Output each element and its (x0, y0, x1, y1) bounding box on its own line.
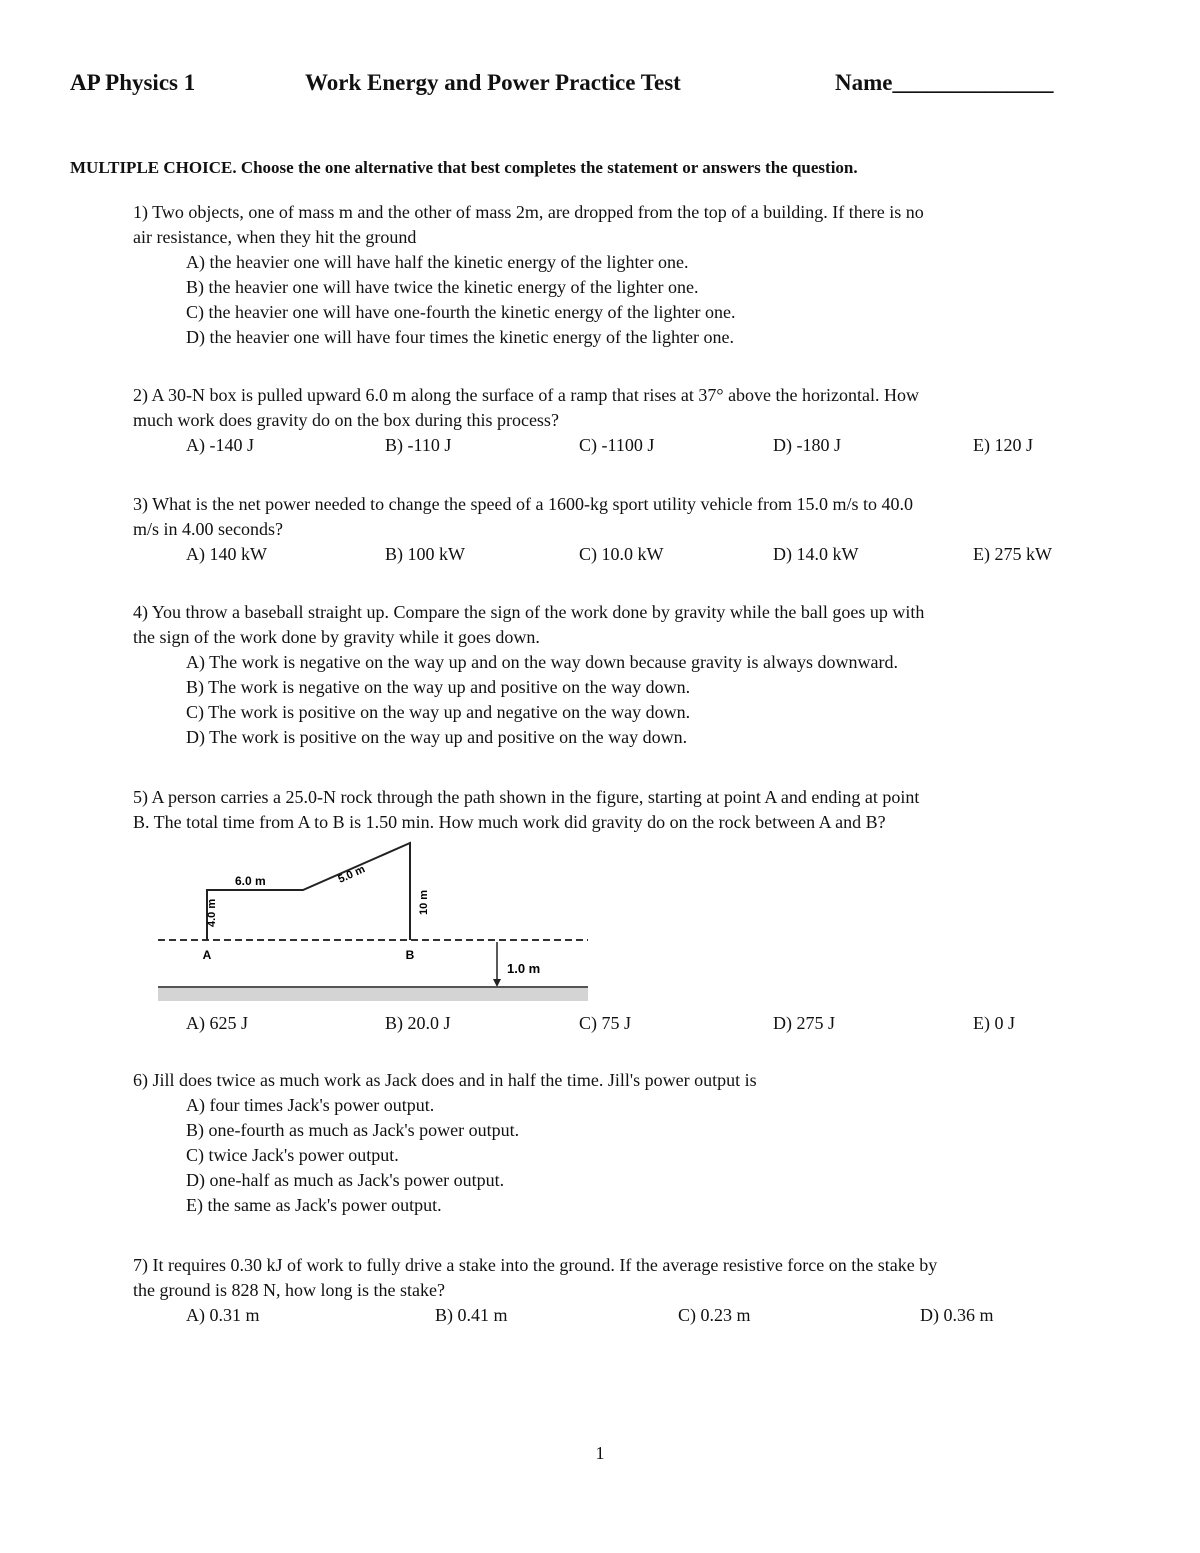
question-stem (133, 785, 1118, 835)
answer-option[interactable]: B) 0.41 m (435, 1305, 508, 1325)
answer-option[interactable]: A) 140 kW (186, 544, 267, 564)
carry-path (207, 843, 410, 940)
answer-option[interactable]: B) the heavier one will have twice the kinetic energy of the lighter one. (186, 277, 699, 297)
label-5m: 5.0 m (336, 863, 367, 886)
answer-option[interactable]: E) 120 J (973, 435, 1033, 455)
answer-options (133, 1093, 1118, 1218)
question-2 (133, 383, 1118, 458)
answer-option[interactable]: E) 0 J (973, 1013, 1015, 1033)
stem-line: much work does gravity do on the box during this process? (133, 410, 559, 430)
label-10m: 10 m (418, 889, 430, 915)
stem-line: 2) A 30-N box is pulled upward 6.0 m along the surface of a ramp that rises at 37° above the horizontal. How (133, 385, 920, 405)
answer-option[interactable]: B) 100 kW (385, 544, 465, 564)
answer-option[interactable]: C) -1100 J (579, 435, 655, 455)
course-title: AP Physics 1 (70, 70, 196, 95)
answer-option[interactable]: B) -110 J (385, 435, 452, 455)
label-1m: 1.0 m (507, 961, 541, 976)
answer-option[interactable]: A) four times Jack's power output. (186, 1095, 435, 1115)
stem-line: 7) It requires 0.30 kJ of work to fully drive a stake into the ground. If the average resistive force on the stake by (133, 1255, 938, 1275)
answer-option[interactable]: C) twice Jack's power output. (186, 1145, 399, 1165)
arrow-head (493, 979, 501, 987)
answer-option[interactable]: C) the heavier one will have one-fourth the kinetic energy of the lighter one. (186, 302, 736, 322)
test-title: Work Energy and Power Practice Test (305, 70, 681, 95)
question-4 (133, 600, 1118, 750)
answer-option[interactable]: C) 0.23 m (678, 1305, 751, 1325)
page-number: 1 (595, 1443, 605, 1463)
label-4m: 4.0 m (206, 898, 218, 927)
answer-option[interactable]: B) one-fourth as much as Jack's power output. (186, 1120, 520, 1140)
ground (158, 987, 588, 1001)
answer-options (133, 1011, 1118, 1036)
stem-line: m/s in 4.00 seconds? (133, 519, 283, 539)
answer-options (133, 433, 1118, 458)
name-field-label[interactable]: Name______________ (835, 70, 1054, 95)
stem-line: air resistance, when they hit the ground (133, 227, 417, 247)
answer-options (133, 650, 1118, 750)
path-figure (155, 835, 595, 1005)
stem-line: B. The total time from A to B is 1.50 min. How much work did gravity do on the rock between A and B? (133, 812, 886, 832)
stem-line: 3) What is the net power needed to change the speed of a 1600-kg sport utility vehicle from 15.0 m/s to 40.0 (133, 494, 913, 514)
question-1 (133, 200, 1118, 350)
answer-option[interactable]: A) the heavier one will have half the kinetic energy of the lighter one. (186, 252, 689, 272)
answer-option[interactable]: D) 14.0 kW (773, 544, 859, 564)
instructions: MULTIPLE CHOICE. Choose the one alternative that best completes the statement or answers the question. (70, 158, 858, 177)
stem-line: 6) Jill does twice as much work as Jack does and in half the time. Jill's power output is (133, 1070, 757, 1090)
label-point-a: A (202, 948, 212, 962)
answer-options (133, 250, 1118, 350)
stem-line: 5) A person carries a 25.0-N rock through the path shown in the figure, starting at point A and ending at point (133, 787, 920, 807)
label-point-b: B (405, 948, 415, 962)
question-stem (133, 1253, 1118, 1303)
answer-option[interactable]: A) -140 J (186, 435, 254, 455)
stem-line: 1) Two objects, one of mass m and the other of mass 2m, are dropped from the top of a building. If there is no (133, 202, 924, 222)
answer-option[interactable]: B) The work is negative on the way up and positive on the way down. (186, 677, 691, 697)
stem-line: the sign of the work done by gravity while it goes down. (133, 627, 540, 647)
question-3 (133, 492, 1118, 567)
answer-option[interactable]: B) 20.0 J (385, 1013, 451, 1033)
answer-option[interactable]: E) 275 kW (973, 544, 1052, 564)
answer-option[interactable]: C) 10.0 kW (579, 544, 664, 564)
answer-option[interactable]: D) 0.36 m (920, 1305, 994, 1325)
answer-option[interactable]: D) -180 J (773, 435, 841, 455)
question-stem (133, 600, 1118, 650)
question-5-options (133, 1011, 1118, 1036)
question-stem (133, 1068, 1118, 1093)
answer-option[interactable]: D) one-half as much as Jack's power output. (186, 1170, 505, 1190)
question-7 (133, 1253, 1118, 1328)
answer-options (133, 542, 1118, 567)
answer-option[interactable]: D) the heavier one will have four times the kinetic energy of the lighter one. (186, 327, 734, 347)
question-stem (133, 492, 1118, 542)
answer-option[interactable]: D) 275 J (773, 1013, 835, 1033)
stem-line: the ground is 828 N, how long is the stake? (133, 1280, 445, 1300)
answer-options (133, 1303, 1118, 1328)
answer-option[interactable]: D) The work is positive on the way up and positive on the way down. (186, 727, 688, 747)
label-6m: 6.0 m (235, 874, 266, 888)
stem-line: 4) You throw a baseball straight up. Compare the sign of the work done by gravity while the ball goes up with (133, 602, 925, 622)
answer-option[interactable]: C) The work is positive on the way up and negative on the way down. (186, 702, 691, 722)
question-stem (133, 383, 1118, 433)
answer-option[interactable]: A) 0.31 m (186, 1305, 260, 1325)
question-stem (133, 200, 1118, 250)
question-5 (133, 785, 1118, 835)
answer-option[interactable]: A) The work is negative on the way up and on the way down because gravity is always downward. (186, 652, 898, 672)
answer-option[interactable]: C) 75 J (579, 1013, 632, 1033)
answer-option[interactable]: A) 625 J (186, 1013, 248, 1033)
answer-option[interactable]: E) the same as Jack's power output. (186, 1195, 442, 1215)
question-6 (133, 1068, 1118, 1218)
